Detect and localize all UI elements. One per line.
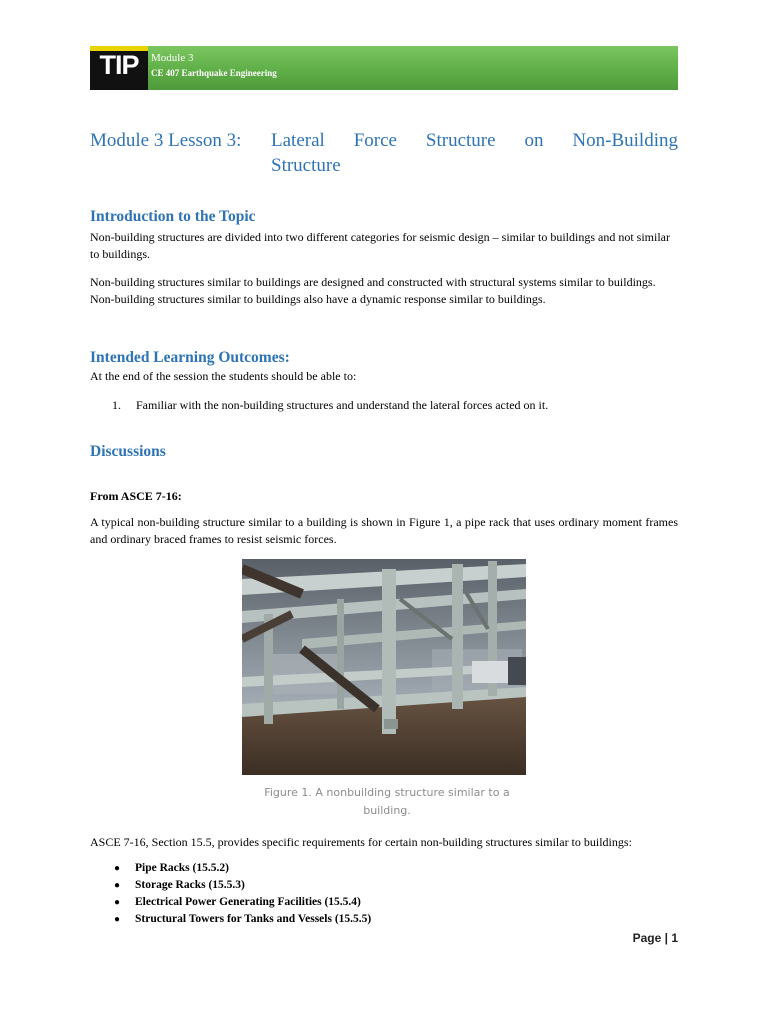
page-number: Page | 1: [632, 931, 678, 945]
intro-heading: Introduction to the Topic: [90, 208, 256, 225]
header-module: Module 3: [151, 52, 194, 64]
logo-letters: TIP: [99, 50, 139, 80]
figure-caption: [242, 784, 532, 820]
list-item: [112, 894, 371, 911]
tip-logo: [90, 46, 148, 90]
outcomes-heading: Intended Learning Outcomes:: [90, 349, 290, 366]
outcomes-lead: At the end of the session the students should be able to:: [90, 369, 357, 383]
bullet-icon: ●: [114, 863, 121, 874]
title-topic-line1: Lateral Force Structure on Non-Building: [271, 130, 678, 151]
discussion-paragraph-2: ASCE 7-16, Section 15.5, provides specific requirements for certain non-building structures similar to buildings:: [90, 835, 632, 849]
title-topic: [271, 128, 678, 178]
list-item-text: Storage Racks (15.5.3): [135, 879, 245, 891]
title-topic-line2: Structure: [271, 155, 341, 176]
figure-caption-line1: Figure 1. A nonbuilding structure similar to a: [264, 786, 510, 799]
intro-paragraph-1: Non-building structures are divided into two different categories for seismic design – similar to buildings and not similar to buildings.: [90, 230, 670, 261]
intro-paragraph-2: Non-building structures similar to buildings are designed and constructed with structural systems similar to buildings. Non-building structures similar to buildings also have a dynamic response similar to buildings.: [90, 275, 656, 306]
bullet-icon: ●: [114, 880, 121, 891]
discussions-heading: Discussions: [90, 443, 166, 460]
outcome-number: 1.: [112, 398, 121, 412]
bullet-icon: ●: [114, 897, 121, 908]
outcome-text: Familiar with the non-building structures and understand the lateral forces acted on it.: [136, 398, 549, 412]
list-item-text: Structural Towers for Tanks and Vessels (15.5.5): [135, 913, 372, 925]
pipe-rack-illustration: [242, 559, 526, 775]
list-item: [112, 860, 371, 877]
list-item: [112, 911, 371, 928]
outcome-item: [112, 397, 548, 413]
bullet-icon: ●: [114, 914, 121, 925]
list-item-text: Pipe Racks (15.5.2): [135, 862, 229, 874]
source-label: From ASCE 7-16:: [90, 489, 182, 503]
document-header: [90, 46, 678, 90]
figure-caption-line2: building.: [363, 804, 411, 817]
header-course: CE 407 Earthquake Engineering: [151, 68, 277, 78]
title-lesson: Module 3 Lesson 3:: [90, 130, 242, 151]
list-item: [112, 877, 371, 894]
requirements-list: [112, 860, 371, 928]
list-item-text: Electrical Power Generating Facilities (15.5.4): [135, 896, 361, 908]
discussion-paragraph-1: A typical non-building structure similar to a building is shown in Figure 1, a pipe rack that uses ordinary moment frames and ordinary braced frames to resist seismic forces.: [90, 515, 678, 546]
figure-pipe-rack-photo: [242, 559, 526, 775]
